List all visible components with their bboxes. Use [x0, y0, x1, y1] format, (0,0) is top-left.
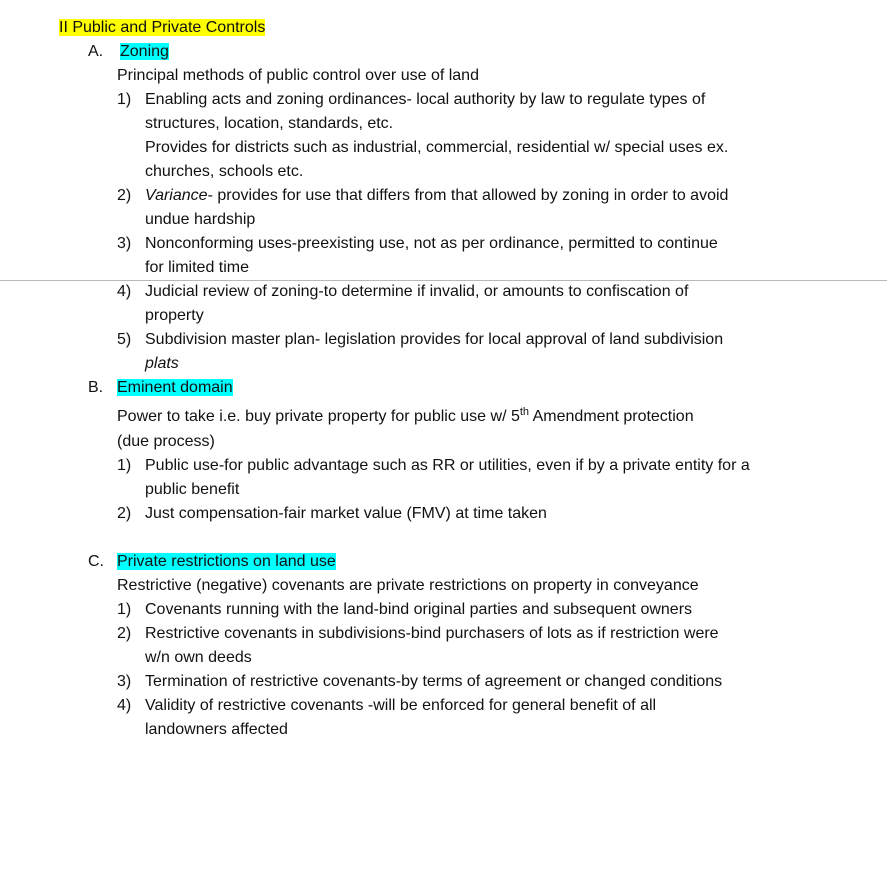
section-b-item-1-line-1: Public use-for public advantage such as RR or utilities, even if by a private entity for a [145, 457, 750, 474]
section-a-item-5-line-1: Subdivision master plan- legislation provides for local approval of land subdivision [145, 331, 724, 348]
section-a-item-1-line-2: structures, location, standards, etc. [145, 115, 394, 132]
section-a-item-1-number: 1) [117, 91, 132, 108]
section-a-item-2-number: 2) [117, 187, 132, 204]
section-a-item-5-number: 5) [117, 331, 132, 348]
variance-term: Variance [145, 187, 208, 204]
section-c-item-2-number: 2) [117, 625, 132, 642]
section-b-intro-superscript: th [519, 406, 530, 418]
section-c-item-3-line-1: Termination of restrictive covenants-by terms of agreement or changed conditions [145, 673, 723, 690]
section-a-heading [120, 40, 169, 64]
section-c-item-2-line-1: Restrictive covenants in subdivisions-bind purchasers of lots as if restriction were [145, 625, 719, 642]
section-a-item-1-line-3: Provides for districts such as industrial, commercial, residential w/ special uses ex. [145, 139, 729, 156]
document-title [59, 16, 265, 40]
section-c-item-3-number: 3) [117, 673, 132, 690]
section-a-item-1-line-4: churches, schools etc. [145, 163, 304, 180]
section-a-item-1-line-1: Enabling acts and zoning ordinances- local authority by law to regulate types of [145, 91, 706, 108]
section-b-heading-text: Eminent domain [117, 379, 233, 396]
section-c-item-1-line-1: Covenants running with the land-bind original parties and subsequent owners [145, 601, 693, 618]
section-b-heading [117, 376, 233, 400]
section-a-item-4-number: 4) [117, 283, 132, 300]
section-a-heading-text: Zoning [120, 43, 169, 60]
section-a-intro: Principal methods of public control over use of land [117, 67, 479, 84]
title-text: II Public and Private Controls [59, 19, 266, 36]
section-a-item-4-line-2: property [145, 307, 204, 324]
section-c-item-4-number: 4) [117, 697, 132, 714]
section-b-item-2-number: 2) [117, 505, 132, 522]
section-b-intro-line-2: (due process) [117, 433, 215, 450]
section-b-intro-end: Amendment protection [529, 408, 694, 425]
section-a-item-2-line-1 [145, 184, 728, 208]
section-a-item-3-line-1: Nonconforming uses-preexisting use, not as per ordinance, permitted to continue [145, 235, 718, 252]
section-a-item-3-number: 3) [117, 235, 132, 252]
section-b-item-1-line-2: public benefit [145, 481, 240, 498]
section-a-label: A. [88, 43, 104, 60]
section-c-item-4-line-2: landowners affected [145, 721, 288, 738]
section-b-item-2-line-1: Just compensation-fair market value (FMV) at time taken [145, 505, 547, 522]
section-c-heading-text: Private restrictions on land use [117, 553, 336, 570]
section-a-item-2-line-2: undue hardship [145, 211, 256, 228]
section-a-item-5-line-2: plats [145, 355, 179, 372]
section-c-item-1-number: 1) [117, 601, 132, 618]
variance-definition: - provides for use that differs from that allowed by zoning in order to avoid [207, 187, 729, 204]
section-c-item-4-line-1: Validity of restrictive covenants -will be enforced for general benefit of all [145, 697, 657, 714]
section-b-item-1-number: 1) [117, 457, 132, 474]
section-c-intro: Restrictive (negative) covenants are private restrictions on property in conveyance [117, 577, 699, 594]
section-b-intro-start: Power to take i.e. buy private property for public use w/ 5 [117, 408, 520, 425]
section-c-item-2-line-2: w/n own deeds [145, 649, 252, 666]
section-a-item-3-line-2: for limited time [145, 259, 250, 276]
section-b-label: B. [88, 379, 104, 396]
section-c-heading [117, 550, 336, 574]
section-c-label: C. [88, 553, 104, 570]
section-a-item-4-line-1: Judicial review of zoning-to determine if invalid, or amounts to confiscation of [145, 283, 689, 300]
section-b-intro-line-1 [117, 405, 694, 429]
